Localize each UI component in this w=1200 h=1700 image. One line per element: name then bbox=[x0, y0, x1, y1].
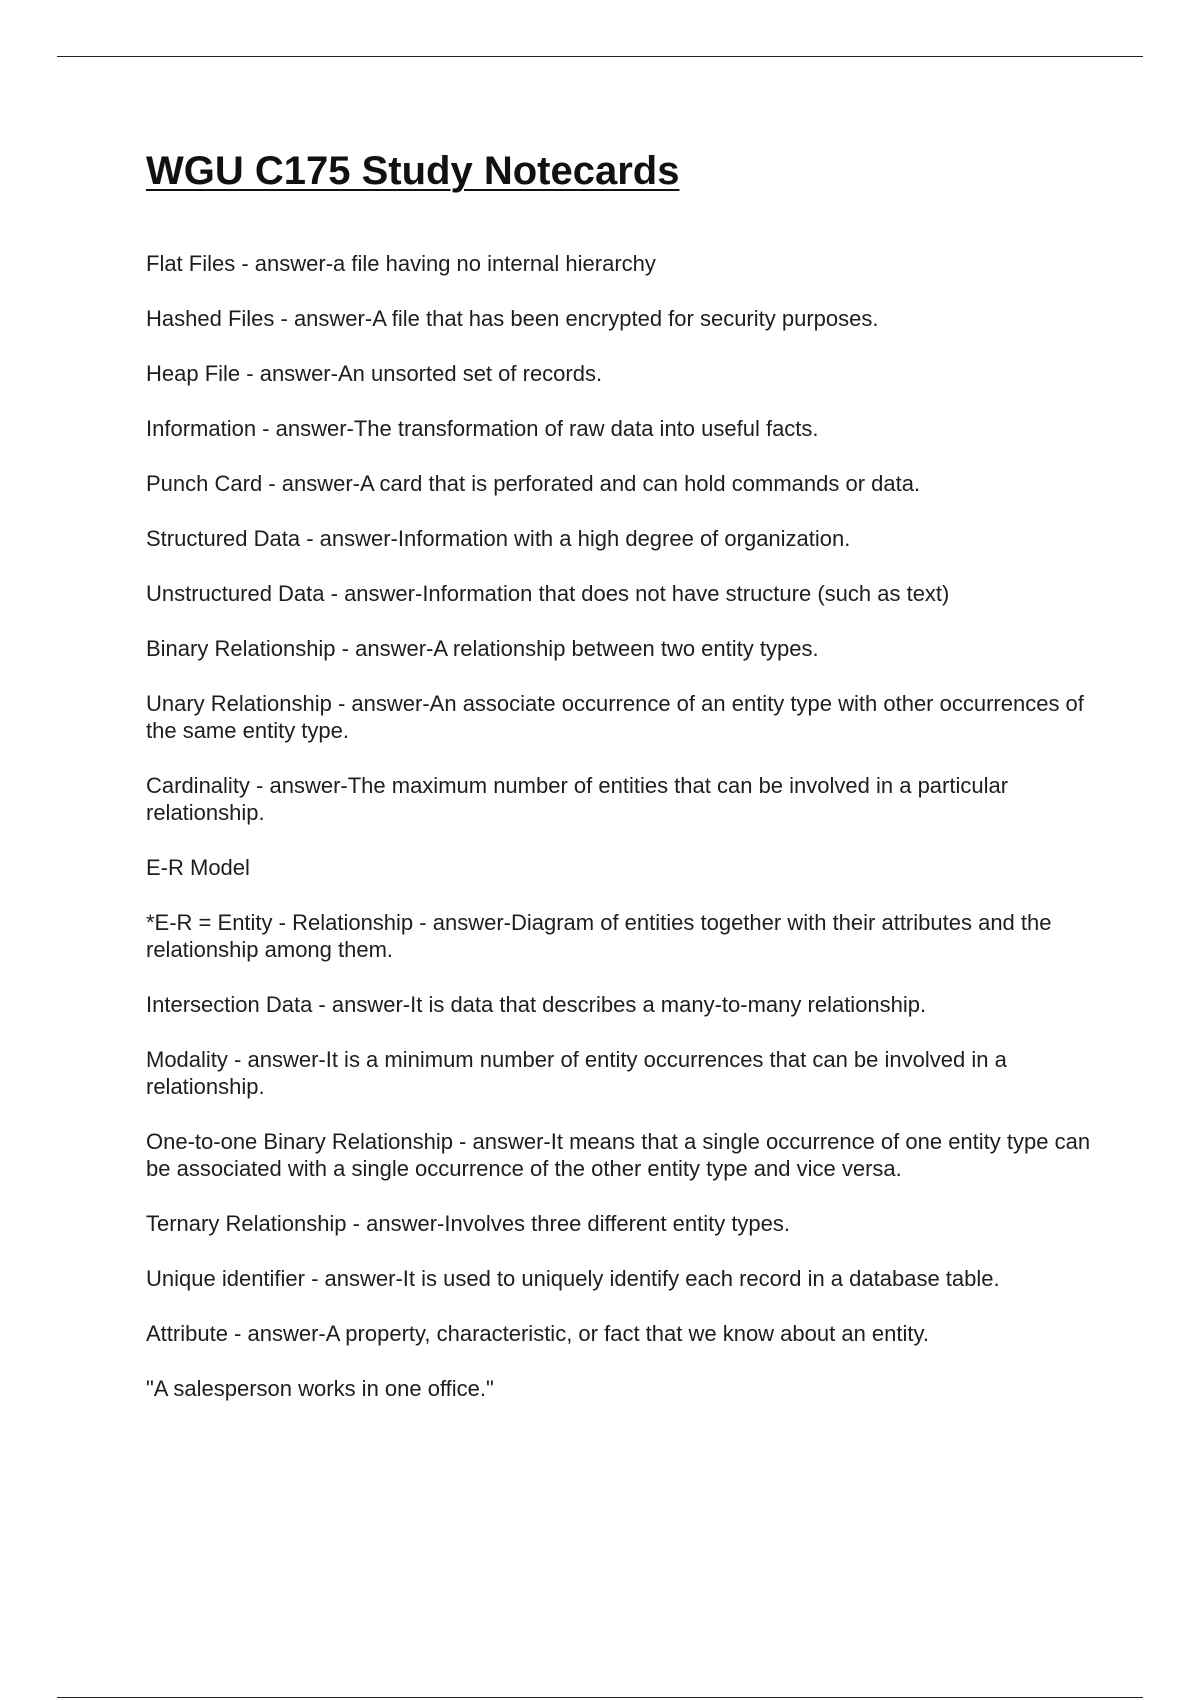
footer-rule bbox=[57, 1697, 1143, 1698]
notecard-modality: Modality - answer-It is a minimum number of entity occurrences that can be involved in a relationship. bbox=[146, 1047, 1007, 1099]
notecard-salesperson-example: "A salesperson works in one office." bbox=[146, 1376, 494, 1401]
notecard-flat-files: Flat Files - answer-a file having no internal hierarchy bbox=[146, 251, 656, 276]
notecard-unary-relationship: Unary Relationship - answer-An associate occurrence of an entity type with other occurrences of the same entity type. bbox=[146, 691, 1084, 743]
page-content bbox=[146, 142, 1096, 1401]
notecard-punch-card: Punch Card - answer-A card that is perforated and can hold commands or data. bbox=[146, 471, 921, 496]
notecard-information: Information - answer-The transformation of raw data into useful facts. bbox=[146, 416, 819, 441]
notecard-ternary-relationship: Ternary Relationship - answer-Involves three different entity types. bbox=[146, 1211, 791, 1236]
notecard-structured-data: Structured Data - answer-Information with a high degree of organization. bbox=[146, 526, 851, 551]
notecard-er-model: E-R Model bbox=[146, 855, 250, 880]
notecard-list bbox=[146, 250, 1096, 1430]
page-title: WGU C175 Study Notecards bbox=[146, 149, 680, 193]
notecard-intersection-data: Intersection Data - answer-It is data that describes a many-to-many relationship. bbox=[146, 992, 927, 1017]
notecard-binary-relationship: Binary Relationship - answer-A relationship between two entity types. bbox=[146, 636, 819, 661]
notecard-unique-identifier: Unique identifier - answer-It is used to uniquely identify each record in a database table. bbox=[146, 1266, 1000, 1291]
notecard-cardinality: Cardinality - answer-The maximum number of entities that can be involved in a particular relationship. bbox=[146, 773, 1009, 825]
header-rule bbox=[57, 56, 1143, 57]
notecard-heap-file: Heap File - answer-An unsorted set of records. bbox=[146, 361, 603, 386]
notecard-unstructured-data: Unstructured Data - answer-Information that does not have structure (such as text) bbox=[146, 581, 950, 606]
notecard-one-to-one-binary-relationship: One-to-one Binary Relationship - answer-It means that a single occurrence of one entity type can be associated with a single occurrence of the other entity type and vice versa. bbox=[146, 1129, 1091, 1181]
notecard-er-entity-relationship: *E-R = Entity - Relationship - answer-Diagram of entities together with their attributes and the relationship among them. bbox=[146, 910, 1052, 962]
notecard-attribute: Attribute - answer-A property, characteristic, or fact that we know about an entity. bbox=[146, 1321, 929, 1346]
notecard-hashed-files: Hashed Files - answer-A file that has been encrypted for security purposes. bbox=[146, 306, 879, 331]
